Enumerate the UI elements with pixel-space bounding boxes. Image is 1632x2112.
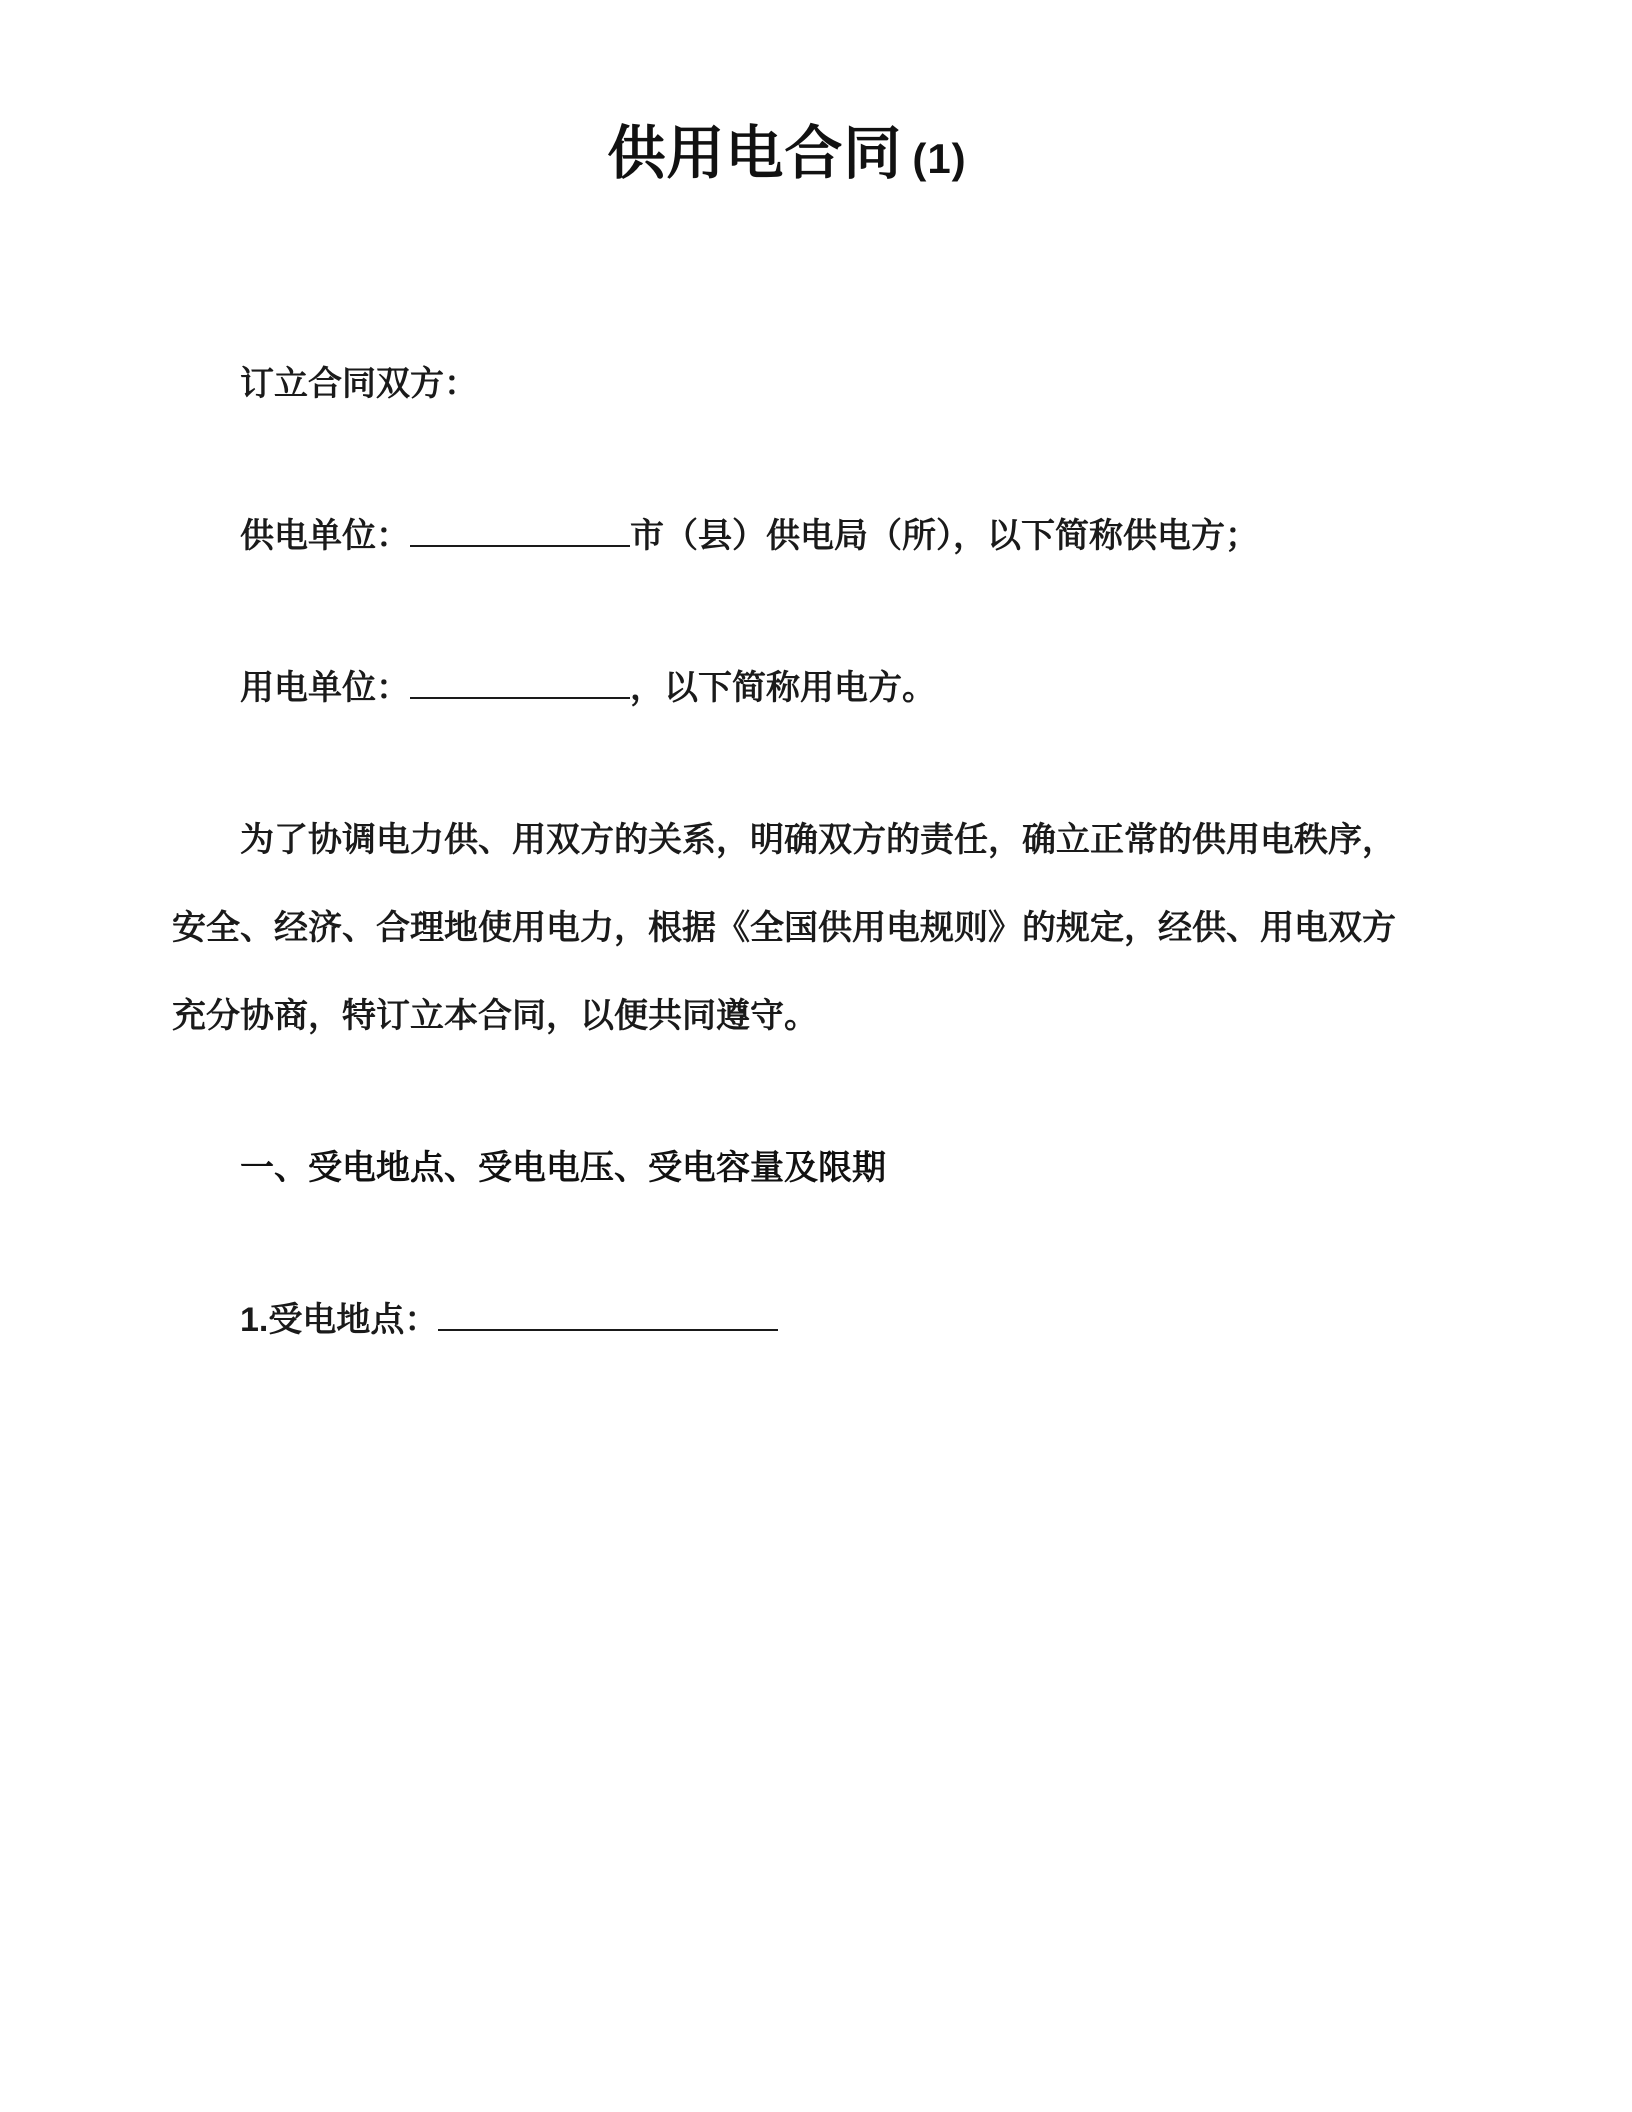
contract-parties-intro: 订立合同双方： bbox=[240, 365, 478, 403]
document-title-suffix: (1) bbox=[912, 135, 967, 182]
consumer-label: 用电单位： bbox=[240, 669, 410, 707]
consumer-description: ，以下简称用电方。 bbox=[630, 669, 936, 707]
supplier-blank-field bbox=[410, 507, 630, 547]
document-title bbox=[172, 118, 1402, 195]
preamble-paragraph: 为了协调电力供、用双方的关系，明确双方的责任，确立正常的供用电秩序，安全、经济、合理地使用电力，根据《全国供用电规则》的规定，经供、用电双方充分协商，特订立本合同，以便共同遵守。 bbox=[172, 821, 1396, 1035]
document-content bbox=[172, 118, 1402, 1364]
section1-item1-label: 1.受电地点： bbox=[240, 1301, 439, 1339]
section1-heading: 一、受电地点、受电电压、受电容量及限期 bbox=[240, 1149, 886, 1187]
supplier-description: 市（县）供电局（所），以下简称供电方； bbox=[630, 517, 1259, 555]
consumer-blank-field bbox=[410, 659, 630, 699]
consumer-line bbox=[172, 644, 1402, 732]
section1-item1-line bbox=[172, 1276, 1402, 1364]
supplier-label: 供电单位： bbox=[240, 517, 410, 555]
section1-item1-blank-field bbox=[438, 1291, 778, 1331]
document-title-text: 供用电合同 bbox=[607, 121, 903, 186]
supplier-line bbox=[172, 492, 1402, 580]
